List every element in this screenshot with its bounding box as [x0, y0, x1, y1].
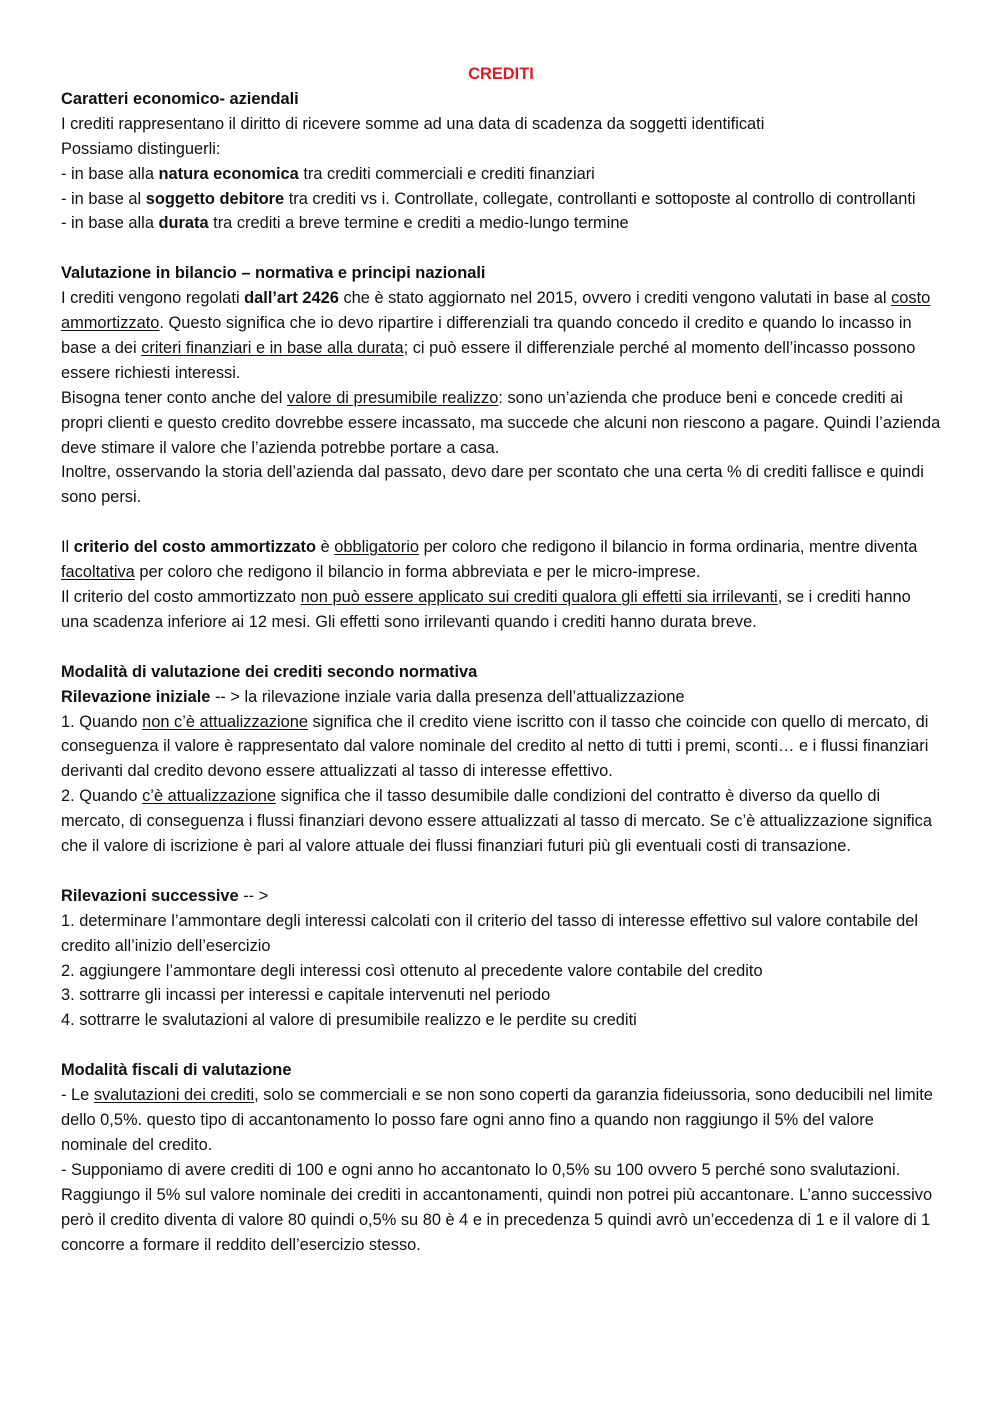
paragraph: I crediti vengono regolati dall’art 2426 che è stato aggiornato nel 2015, ovvero i crediti vengono valutati in base al costo ammortizzato. Questo significa che io devo ripartire i differenziali tra quando concedo il credito e quando lo incasso in base a dei criteri finanziari e in base alla durata; ci può essere il differenziale perché al momento dell’incasso possono essere richiesti interessi. [61, 289, 931, 382]
paragraph: Il criterio del costo ammortizzato non può essere applicato sui crediti qualora gli effetti sia irrilevanti, se i crediti hanno una scadenza inferiore ai 12 mesi. Gli effetti sono irrilevanti quando i crediti hanno durata breve. [61, 588, 911, 631]
spacer [61, 236, 941, 261]
list-item: - in base alla durata tra crediti a breve termine e crediti a medio-lungo termine [61, 214, 629, 233]
spacer [61, 635, 941, 660]
spacer [61, 859, 941, 884]
document-page [61, 62, 941, 1257]
list-item: 2. Quando c’è attualizzazione significa che il tasso desumibile dalle condizioni del contratto è diverso da quello di mercato, di conseguenza i flussi finanziari devono essere attualizzati al tasso di mercato. Se c’è attualizzazione significa che il valore di iscrizione è pari al valore attuale dei flussi finanziari futuri più gli eventuali costi di transazione. [61, 787, 932, 856]
section-heading-caratteri [61, 87, 941, 112]
spacer [61, 510, 941, 535]
heading-text: Caratteri economico- aziendali [61, 89, 299, 108]
list-item: 1. Quando non c’è attualizzazione significa che il credito viene iscritto con il tasso che coincide con quello di mercato, di conseguenza il valore è rappresentato dal valore nominale del credito al netto di tutti i premi, sconti… e i flussi finanziari derivanti dal credito devono essere attualizzati al tasso di interesse effettivo. [61, 712, 929, 781]
list-item: 4. sottrarre le svalutazioni al valore di presumibile realizzo e le perdite su crediti [61, 1011, 637, 1030]
paragraph: - Supponiamo di avere crediti di 100 e ogni anno ho accantonato lo 0,5% su 100 ovvero 5 perché sono svalutazioni. Raggiungo il 5% sul valore nominale dei crediti in accantonamenti, quindi non potrei più accantonare. L’anno successivo però il credito diventa di valore 80 quindi o,5% su 80 è 4 e in precedenza 5 quindi avrò un’eccedenza di 1 e il valore di 1 concorre a formare il reddito dell’esercizio stesso. [61, 1160, 933, 1254]
subheading-rilevazioni-successive: Rilevazioni successive -- > [61, 886, 269, 905]
paragraph: Il criterio del costo ammortizzato è obbligatorio per coloro che redigono il bilancio in forma ordinaria, mentre diventa facoltativa per coloro che redigono il bilancio in forma abbreviata e per le micro-imprese. [61, 538, 918, 582]
list-item: 2. aggiungere l’ammontare degli interessi così ottenuto al precedente valore contabile del credito [61, 961, 763, 980]
list-item: - in base alla natura economica tra crediti commerciali e crediti finanziari [61, 164, 595, 183]
paragraph: I crediti rappresentano il diritto di ricevere somme ad una data di scadenza da soggetti identificati [61, 114, 765, 133]
paragraph: - Le svalutazioni dei crediti, solo se commerciali e se non sono coperti da garanzia fideiussoria, sono deducibili nel limite dello 0,5%. questo tipo di accantonamento lo posso fare ogni anno fino a quando non raggiungo il 5% del valore nominale del credito. [61, 1086, 933, 1154]
subheading-rilevazione-iniziale: Rilevazione iniziale -- > la rilevazione inziale varia dalla presenza dell’attualizzazione [61, 687, 685, 706]
section-heading-valutazione: Valutazione in bilancio – normativa e principi nazionali [61, 264, 486, 283]
list-item: 3. sottrarre gli incassi per interessi e capitale intervenuti nel periodo [61, 986, 551, 1005]
paragraph: Possiamo distinguerli: [61, 139, 221, 158]
paragraph: Inoltre, osservando la storia dell’azienda dal passato, devo dare per scontato che una certa % di crediti fallisce e quindi sono persi. [61, 463, 924, 507]
section-heading-fiscali: Modalità fiscali di valutazione [61, 1061, 292, 1080]
spacer [61, 1033, 941, 1058]
section-heading-modalita: Modalità di valutazione dei crediti secondo normativa [61, 662, 478, 681]
document-title: CREDITI [468, 65, 534, 83]
list-item: - in base al soggetto debitore tra crediti vs i. Controllate, collegate, controllanti e sottoposte al controllo di controllanti [61, 189, 916, 208]
list-item: 1. determinare l’ammontare degli interessi calcolati con il criterio del tasso di interesse effettivo sul valore contabile del credito all’inizio dell’esercizio [61, 911, 918, 955]
paragraph: Bisogna tener conto anche del valore di presumibile realizzo: sono un’azienda che produce beni e concede crediti ai propri clienti e questo credito dovrebbe essere incassato, ma succede che alcuni non riescono a pagare. Quindi l’azienda deve stimare il valore che l’azienda potrebbe portare a casa. [61, 388, 941, 457]
